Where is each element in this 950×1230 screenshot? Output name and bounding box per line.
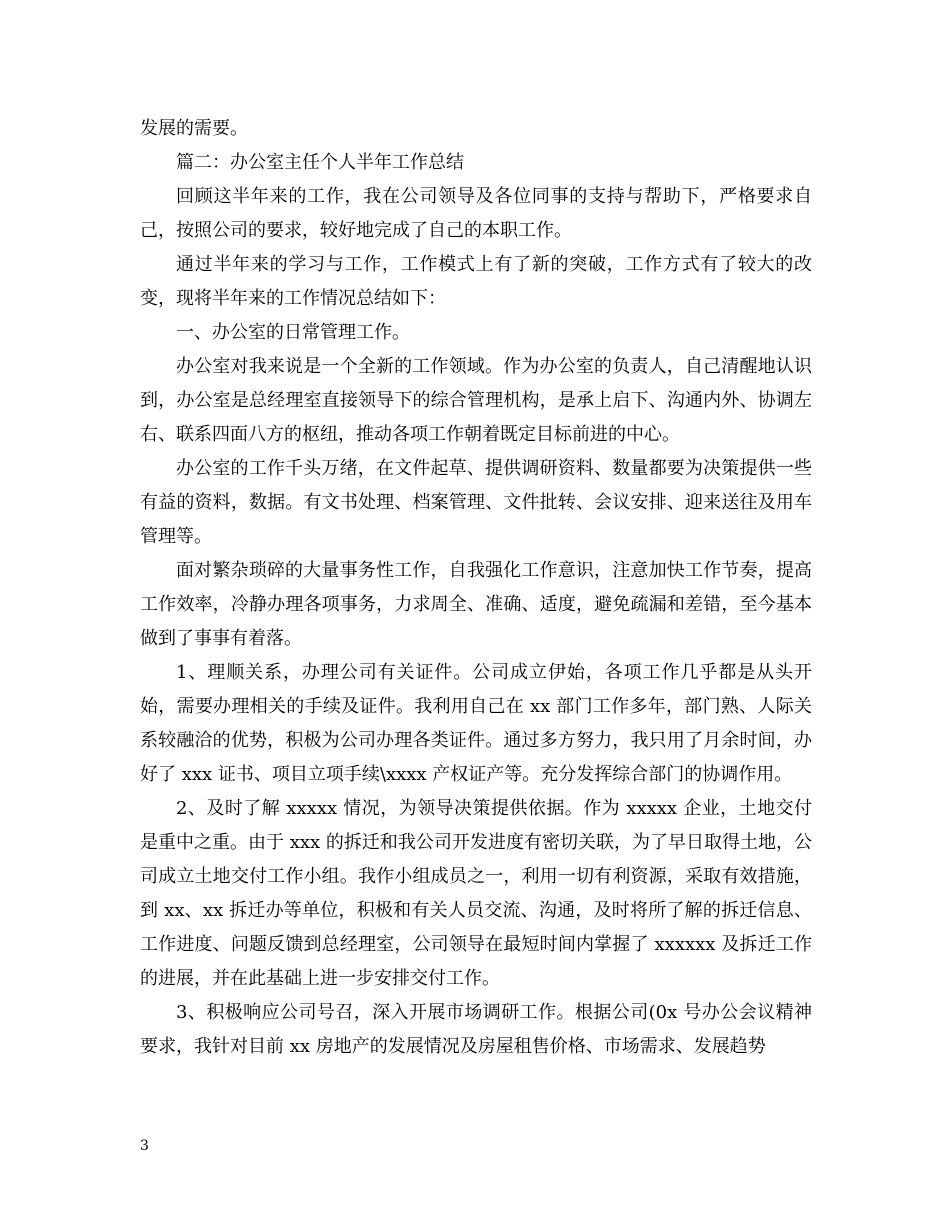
paragraph: 办公室对我来说是一个全新的工作领域。作为办公室的负责人，自己清醒地认识到，办公室是总经理室直接领导下的综合管理机构，是承上启下、沟通内外、协调左右、联系四面八方的枢纽，推动各项工作朝着既定目标前进的中心。	[140, 356, 812, 445]
paragraph-continuation: 发展的需要。	[140, 118, 248, 139]
document-body	[140, 112, 812, 1064]
subsection-heading: 一、办公室的日常管理工作。	[176, 322, 410, 343]
paragraph: 3、积极响应公司号召，深入开展市场调研工作。根据公司(0x 号办公会议精神要求，我针对目前 xx 房地产的发展情况及房屋租售价格、市场需求、发展趋势	[140, 1002, 812, 1057]
paragraph: 1、理顺关系，办理公司有关证件。公司成立伊始，各项工作几乎都是从头开始，需要办理相关的手续及证件。我利用自己在 xx 部门工作多年，部门熟、人际关系较融洽的优势，积极为公司办理各类证件。通过多方努力，我只用了月余时间，办好了 xxx 证书、项目立项手续\xxxx 产权证产等。充分发挥综合部门的协调作用。	[140, 662, 812, 785]
paragraph: 回顾这半年来的工作，我在公司领导及各位同事的支持与帮助下，严格要求自己，按照公司的要求，较好地完成了自己的本职工作。	[140, 186, 812, 241]
paragraph: 2、及时了解 xxxxx 情况，为领导决策提供依据。作为 xxxxx 企业，土地交付是重中之重。由于 xxx 的拆迁和我公司开发进度有密切关联，为了早日取得土地，公司成立土地交付工作小组。我作小组成员之一，利用一切有利资源，采取有效措施，到 xx、xx 拆迁办等单位，积极和有关人员交流、沟通，及时将所了解的拆迁信息、工作进度、问题反馈到总经理室，公司领导在最短时间内掌握了 xxxxxx 及拆迁工作的进展，并在此基础上进一步安排交付工作。	[140, 798, 812, 989]
paragraph: 通过半年来的学习与工作，工作模式上有了新的突破，工作方式有了较大的改变，现将半年来的工作情况总结如下：	[140, 254, 812, 309]
paragraph: 面对繁杂琐碎的大量事务性工作，自我强化工作意识，注意加快工作节奏，提高工作效率，冷静办理各项事务，力求周全、准确、适度，避免疏漏和差错，至今基本做到了事事有着落。	[140, 560, 812, 649]
section-heading: 篇二：办公室主任个人半年工作总结	[176, 152, 464, 173]
paragraph: 办公室的工作千头万绪，在文件起草、提供调研资料、数量都要为决策提供一些有益的资料，数据。有文书处理、档案管理、文件批转、会议安排、迎来送往及用车管理等。	[140, 458, 812, 547]
page-number: 3	[140, 1138, 149, 1154]
